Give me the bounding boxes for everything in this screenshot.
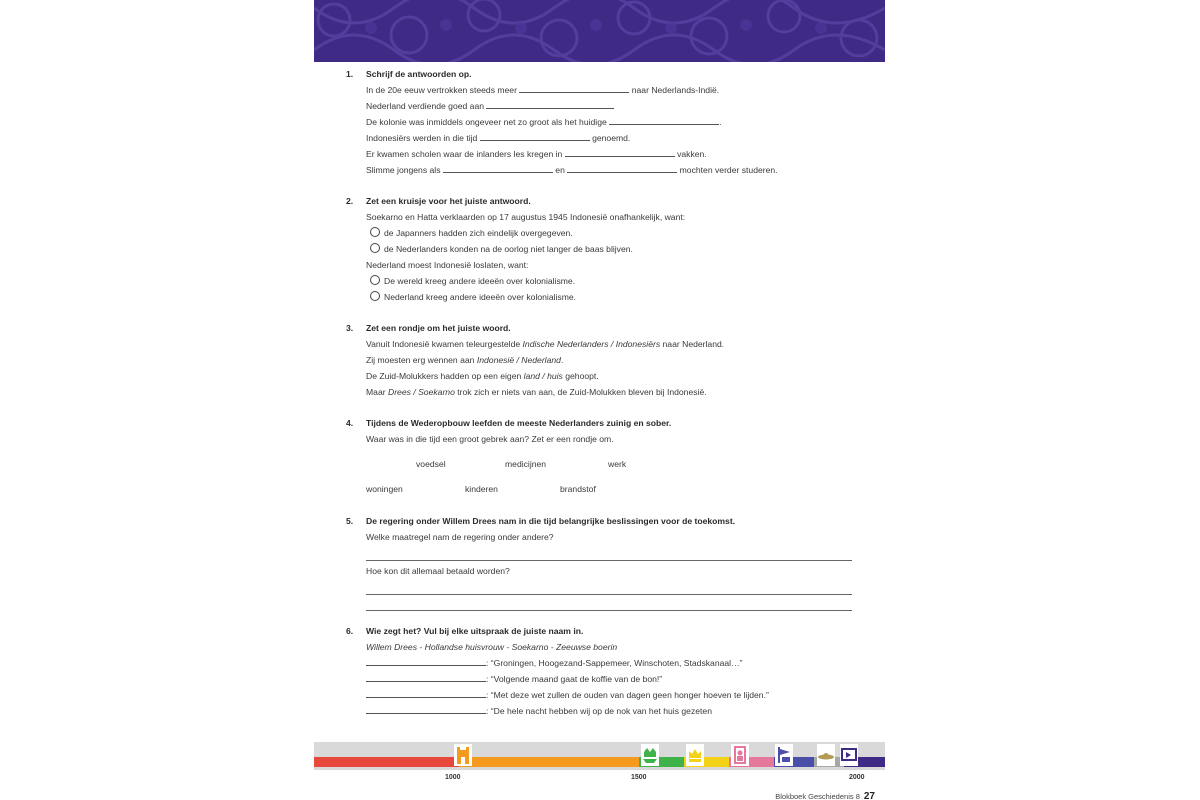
answer-line-4: [366, 130, 866, 146]
radio-circle[interactable]: [370, 227, 380, 237]
answer-line-3: [366, 114, 866, 130]
radio-circle[interactable]: [370, 243, 380, 253]
option-label: De wereld kreeg andere ideeën over kolonialisme.: [384, 276, 576, 286]
flag-icon: [775, 744, 793, 766]
question-title: Zet een rondje om het juiste woord.: [366, 323, 511, 333]
page-number: 27: [863, 791, 875, 800]
word-choice[interactable]: Indische Nederlanders / Indonesiërs: [522, 339, 661, 349]
answer-option-1[interactable]: [366, 225, 866, 241]
word-option[interactable]: voedsel: [416, 459, 446, 469]
workbook-page: [314, 0, 885, 800]
line-text: De kolonie was inmiddels ongeveer net zo groot als het huidige: [366, 117, 607, 127]
question-prompt: Soekarno en Hatta verklaarden op 17 augustus 1945 Indonesië onafhankelijk, want:: [366, 212, 686, 222]
line-text: vakken.: [677, 149, 707, 159]
question-title: De regering onder Willem Drees nam in die tijd belangrijke beslissingen voor de toekomst.: [366, 516, 736, 526]
word-choice[interactable]: Indonesië / Nederland: [476, 355, 561, 365]
word-option[interactable]: kinderen: [465, 484, 498, 494]
timeline-label-1500: 1500: [631, 774, 647, 781]
word-options: [366, 447, 866, 497]
question-number: 4.: [346, 418, 354, 428]
line-text: en: [555, 165, 565, 175]
word-choice[interactable]: Drees / Soekarno: [387, 387, 455, 397]
quote-text: : “Groningen, Hoogezand-Sappemeer, Winschoten, Stadskanaal…”: [486, 658, 743, 668]
blank-field[interactable]: [486, 99, 614, 109]
book-title: Blokboek Geschiedenis 8: [775, 792, 860, 800]
line-text: genoemd.: [592, 133, 631, 143]
sentence-2: [366, 352, 866, 368]
sentence-3: [366, 368, 866, 384]
decorative-banner: [314, 0, 885, 62]
tv-icon: [840, 744, 858, 766]
question-number: 1.: [346, 69, 354, 79]
answer-rule[interactable]: [366, 579, 852, 595]
radio-circle[interactable]: [370, 291, 380, 301]
word-choice[interactable]: land / huis: [523, 371, 563, 381]
answer-option-4[interactable]: [366, 289, 866, 305]
quote-line-3: [366, 687, 866, 703]
quote-text: : “De hele nacht hebben wij op de nok van het huis gezeten: [486, 706, 712, 716]
quote-line-4: [366, 703, 866, 719]
quote-line-1: [366, 655, 866, 671]
line-text: naar Nederlands-Indië.: [631, 85, 720, 95]
blank-field[interactable]: [519, 83, 629, 93]
line-text: trok zich er niets van aan, de Zuid-Molukken bleven bij Indonesië.: [457, 387, 707, 397]
quote-line-2: [366, 671, 866, 687]
word-option[interactable]: medicijnen: [505, 459, 547, 469]
page-footer: [775, 791, 875, 800]
castle-icon: [454, 744, 472, 766]
line-text: Indonesiërs werden in die tijd: [366, 133, 478, 143]
history-timeline: [314, 742, 885, 782]
word-option[interactable]: werk: [608, 459, 627, 469]
line-text: Maar: [366, 387, 386, 397]
question-number: 5.: [346, 516, 354, 526]
blank-field[interactable]: [366, 672, 486, 682]
blank-field[interactable]: [567, 163, 677, 173]
quote-text: : “Met deze wet zullen de ouden van dagen geen honger hoeven te lijden.”: [486, 690, 769, 700]
answer-option-2[interactable]: [366, 241, 866, 257]
ornament-pattern: [314, 0, 885, 62]
question-prompt: Welke maatregel nam de regering onder andere?: [366, 532, 554, 542]
line-text: Er kwamen scholen waar de inlanders les kregen in: [366, 149, 563, 159]
question-title: Tijdens de Wederopbouw leefden de meeste Nederlanders zuinig en sober.: [366, 418, 672, 428]
option-label: de Nederlanders konden na de oorlog niet langer de baas blijven.: [384, 244, 633, 254]
answer-line-5: [366, 146, 866, 162]
name-options: Willem Drees - Hollandse huisvrouw - Soekarno - Zeeuwse boerin: [366, 642, 618, 652]
line-text: .: [719, 117, 722, 127]
question-title: Wie zegt het? Vul bij elke uitspraak de juiste naam in.: [366, 626, 584, 636]
option-label: Nederland kreeg andere ideeën over kolonialisme.: [384, 292, 577, 302]
timeline-segment-red: [314, 757, 459, 767]
question-title: Schrijf de antwoorden op.: [366, 69, 472, 79]
question-prompt: Waar was in die tijd een groot gebrek aan? Zet er een rondje om.: [366, 434, 614, 444]
crown-icon: [686, 744, 704, 766]
word-option[interactable]: woningen: [366, 484, 403, 494]
option-label: de Japanners hadden zich eindelijk overgegeven.: [384, 228, 573, 238]
question-prompt: Hoe kon dit allemaal betaald worden?: [366, 566, 510, 576]
line-text: mochten verder studeren.: [679, 165, 778, 175]
timeline-label-2000: 2000: [849, 774, 865, 781]
quote-text: : “Volgende maand gaat de koffie van de bon!”: [486, 674, 663, 684]
word-option[interactable]: brandstof: [560, 484, 596, 494]
timeline-label-1000: 1000: [445, 774, 461, 781]
sentence-4: [366, 384, 866, 400]
portrait-icon: [731, 744, 749, 766]
blank-field[interactable]: [609, 115, 722, 127]
line-text: De Zuid-Molukkers hadden op een eigen: [366, 371, 522, 381]
hat-icon: [817, 744, 835, 766]
blank-field[interactable]: [366, 656, 486, 666]
blank-field[interactable]: [443, 163, 553, 173]
question-number: 6.: [346, 626, 354, 636]
answer-line-2: [366, 98, 866, 114]
radio-circle[interactable]: [370, 275, 380, 285]
line-text: Zij moesten erg wennen aan: [366, 355, 475, 365]
crown-ship-icon: [641, 744, 659, 766]
answer-option-3[interactable]: [366, 273, 866, 289]
answer-line-6: [366, 162, 866, 178]
line-text: Slimme jongens als: [366, 165, 441, 175]
line-text: gehoopt.: [565, 371, 599, 381]
blank-field[interactable]: [366, 704, 486, 714]
blank-field[interactable]: [366, 688, 486, 698]
line-text: Nederland verdiende goed aan: [366, 101, 485, 111]
question-number: 3.: [346, 323, 354, 333]
blank-field[interactable]: [480, 131, 590, 141]
question-number: 2.: [346, 196, 354, 206]
line-text: Vanuit Indonesië kwamen teleurgestelde: [366, 339, 521, 349]
question-prompt: Nederland moest Indonesië loslaten, want:: [366, 260, 529, 270]
line-text: naar Nederland.: [662, 339, 725, 349]
answer-rule[interactable]: [366, 545, 852, 561]
line-text: .: [560, 355, 564, 365]
timeline-segment-orange: [459, 757, 639, 767]
answer-rule[interactable]: [366, 595, 852, 611]
sentence-1: [366, 336, 866, 352]
answer-line-1: [366, 82, 866, 98]
blank-field[interactable]: [565, 147, 675, 157]
line-text: In de 20e eeuw vertrokken steeds meer: [366, 85, 517, 95]
question-title: Zet een kruisje voor het juiste antwoord.: [366, 196, 531, 206]
